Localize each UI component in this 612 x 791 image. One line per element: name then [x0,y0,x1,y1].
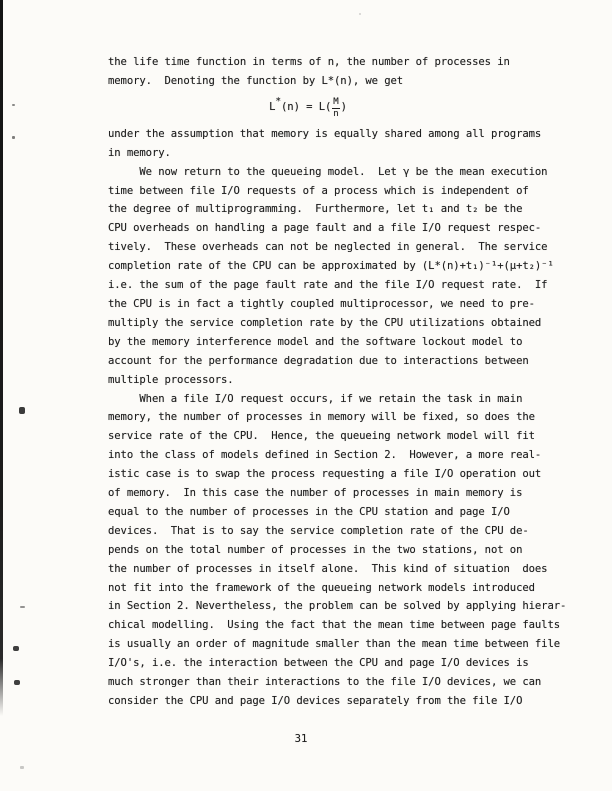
text-line: We now return to the queueing model. Let γ be the mean execution [108,165,548,178]
text-line: the CPU is in fact a tightly coupled multiprocessor, we need to pre- [108,297,535,310]
text-line: account for the performance degradation due to interactions between [108,354,529,367]
text-line: istic case is to swap the process requesting a file I/O operation out [108,468,542,481]
text-line: the life time function in terms of n, the number of processes in [108,56,510,68]
text-line: pends on the total number of processes in the two stations, not on [108,543,523,556]
formula-close-paren: ) [340,101,347,114]
text-line: memory. Denoting the function by L*(n), we get [108,74,404,87]
text-line: tively. These overheads can not be neglected in general. The service [108,241,548,254]
text-line: in Section 2. Nevertheless, the problem can be solved by applying hierar- [108,600,567,613]
text-line: the number of processes in itself alone. This kind of situation does [108,562,548,575]
ink-speck [20,766,24,769]
text-line: i.e. the sum of the page fault rate and the file I/O request rate. If [108,279,548,292]
ink-speck [12,104,15,106]
text-line: the degree of multiprogramming. Furthermore, let t₁ and t₂ be the [108,203,523,216]
margin-mark [20,606,25,608]
margin-mark [19,407,25,414]
text-line: multiple processors. [108,373,234,386]
text-line: devices. That is to say the service completion rate of the CPU de- [108,524,529,537]
text-line: I/O's, i.e. the interaction between the CPU and page I/O devices is [108,657,529,670]
formula-middle: (n) = L( [281,101,332,114]
margin-mark [14,680,20,685]
text-line: is usually an order of magnitude smaller than the mean time between file [108,638,561,651]
text-line: CPU overheads on handling a page fault and a file I/O request respec- [108,222,542,235]
text-line: multiply the service completion rate by the CPU utilizations obtained [108,316,542,329]
text-line: in memory. [108,146,171,159]
text-line: under the assumption that memory is equally shared among all programs [108,127,542,140]
ink-speck [359,13,361,15]
text-line: service rate of the CPU. Hence, the queueing network model will fit [108,430,535,443]
text-line: chical modelling. Using the fact that the mean time between page faults [108,619,561,632]
text-line: memory, the number of processes in memory will be fixed, so does the [108,411,535,424]
scan-edge-artifact [0,0,3,716]
ink-speck [12,136,15,139]
page-number: 31 [294,733,308,745]
margin-mark [13,646,19,651]
fraction-denominator: n [333,108,339,119]
text-line: by the memory interference model and the software lockout model to [108,335,523,348]
text-line: of memory. In this case the number of processes in main memory is [108,487,523,500]
formula-function-symbol: L [269,101,276,114]
text-line: time between file I/O requests of a process which is independent of [108,184,529,197]
text-line: equal to the number of processes in the CPU station and page I/O [108,505,510,518]
text-line: consider the CPU and page I/O devices separately from the file I/O [108,695,523,707]
text-line: into the class of models defined in Section 2. However, a more real- [108,449,542,462]
equation-life-time-function [108,91,508,125]
formula-superscript-asterisk: * [275,96,282,108]
text-line: not fit into the framework of the queueing network models introduced [108,581,535,594]
text-line: When a file I/O request occurs, if we retain the task in main [108,392,523,405]
formula-fraction [332,98,339,119]
body-text [108,53,567,711]
fraction-numerator: M [333,97,339,108]
text-line: completion rate of the CPU can be approximated by (L*(n)+t₁)⁻¹+(μ+t₂)⁻¹ [108,260,554,273]
text-line: much stronger than their interactions to the file I/O devices, we can [108,676,542,689]
